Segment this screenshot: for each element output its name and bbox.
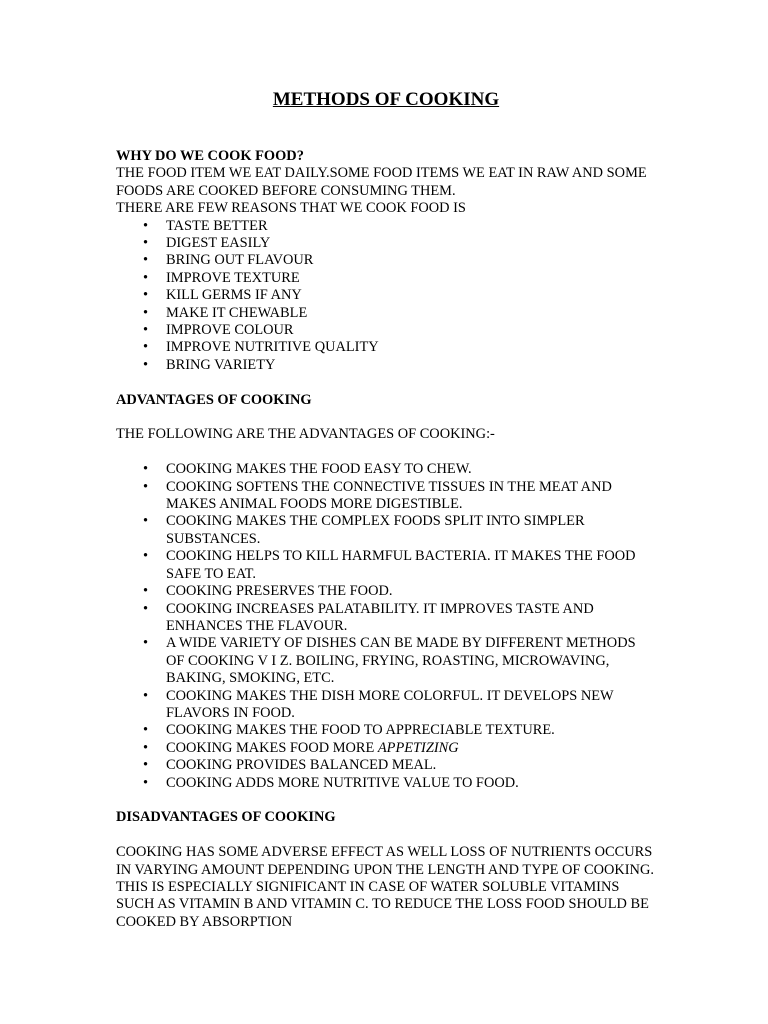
advantages-list — [116, 461, 656, 792]
list-item: • KILL GERMS IF ANY — [143, 287, 302, 304]
bullet-icon: • — [143, 322, 149, 339]
list-item: • IMPROVE TEXTURE — [143, 269, 300, 286]
list-item: • COOKING HELPS TO KILL HARMFUL BACTERIA. IT MAKES THE FOOD SAFE TO EAT. — [143, 548, 636, 582]
spacer — [116, 444, 656, 461]
spacer — [116, 409, 656, 426]
bullet-icon: • — [143, 774, 149, 791]
bullet-icon: • — [143, 739, 149, 756]
why-paragraph: THE FOOD ITEM WE EAT DAILY.SOME FOOD ITEMS WE EAT IN RAW AND SOME FOODS ARE COOKED BEFORE CONSUMING THEM. — [116, 165, 647, 199]
appetizing-word: APPETIZING — [377, 739, 459, 756]
bullet-icon: • — [143, 600, 149, 617]
bullet-icon: • — [143, 304, 149, 321]
list-item: • DIGEST EASILY — [143, 235, 271, 252]
bullet-icon: • — [143, 513, 149, 530]
list-item: • IMPROVE NUTRITIVE QUALITY — [143, 339, 379, 356]
document-title: METHODS OF COOKING — [272, 89, 500, 110]
advantages-intro: THE FOLLOWING ARE THE ADVANTAGES OF COOKING:- — [116, 426, 495, 443]
list-item: • BRING OUT FLAVOUR — [143, 252, 314, 269]
spacer — [116, 827, 656, 844]
list-item: • BRING VARIETY — [143, 356, 276, 373]
list-item: • A WIDE VARIETY OF DISHES CAN BE MADE BY DIFFERENT METHODS OF COOKING V I Z. BOILING, FRYING, ROASTING, MICROWAVING, BAKING, SMOKING, ETC. — [143, 635, 636, 687]
list-item: • TASTE BETTER — [143, 217, 268, 234]
bullet-icon: • — [143, 339, 149, 356]
bullet-icon: • — [143, 687, 149, 704]
spacer — [116, 374, 656, 391]
list-item: • MAKE IT CHEWABLE — [143, 304, 308, 321]
bullet-icon: • — [143, 548, 149, 565]
bullet-icon: • — [143, 356, 149, 373]
bullet-icon: • — [143, 461, 149, 478]
list-item: • COOKING MAKES THE DISH MORE COLORFUL. IT DEVELOPS NEW FLAVORS IN FOOD. — [143, 687, 614, 721]
bullet-icon: • — [143, 635, 149, 652]
reasons-list — [116, 218, 656, 375]
disadvantages-heading: DISADVANTAGES OF COOKING — [116, 809, 336, 826]
list-item: • COOKING PRESERVES THE FOOD. — [143, 583, 393, 600]
list-item: • COOKING SOFTENS THE CONNECTIVE TISSUES IN THE MEAT AND MAKES ANIMAL FOODS MORE DIGESTIBLE. — [143, 478, 612, 513]
list-item: • COOKING MAKES THE COMPLEX FOODS SPLIT INTO SIMPLER SUBSTANCES. — [143, 513, 585, 547]
list-item: • COOKING PROVIDES BALANCED MEAL. — [143, 757, 437, 774]
bullet-icon: • — [143, 757, 149, 774]
list-item: • COOKING INCREASES PALATABILITY. IT IMPROVES TASTE AND ENHANCES THE FLAVOUR. — [143, 600, 594, 634]
document-page — [116, 88, 656, 931]
advantages-heading: ADVANTAGES OF COOKING — [116, 391, 312, 408]
bullet-icon: • — [143, 252, 149, 269]
bullet-icon: • — [143, 235, 149, 252]
bullet-icon: • — [143, 583, 149, 600]
list-item: • IMPROVE COLOUR — [143, 322, 294, 339]
why-heading: WHY DO WE COOK FOOD? — [116, 148, 304, 164]
list-item: • COOKING MAKES THE FOOD EASY TO CHEW. — [143, 461, 472, 478]
bullet-icon: • — [143, 217, 149, 234]
list-item: • COOKING ADDS MORE NUTRITIVE VALUE TO FOOD. — [143, 774, 519, 791]
list-item: • COOKING MAKES THE FOOD TO APPRECIABLE TEXTURE. — [143, 722, 555, 739]
bullet-icon: • — [143, 722, 149, 739]
spacer — [116, 792, 656, 809]
list-item: • COOKING MAKES FOOD MORE APPETIZING — [143, 739, 459, 756]
bullet-icon: • — [143, 287, 149, 304]
why-intro: THERE ARE FEW REASONS THAT WE COOK FOOD IS — [116, 200, 466, 217]
disadvantages-paragraph: COOKING HAS SOME ADVERSE EFFECT AS WELL LOSS OF NUTRIENTS OCCURS IN VARYING AMOUNT DEPENDING UPON THE LENGTH AND TYPE OF COOKING. THIS IS ESPECIALLY SIGNIFICANT IN CASE OF WATER SOLUBLE VITAMINS SUCH AS VITAMIN B AND VITAMIN C. TO REDUCE THE LOSS FOOD SHOULD BE COOKED BY ABSORPTION — [116, 844, 654, 930]
bullet-icon: • — [143, 478, 149, 495]
bullet-icon: • — [143, 269, 149, 286]
